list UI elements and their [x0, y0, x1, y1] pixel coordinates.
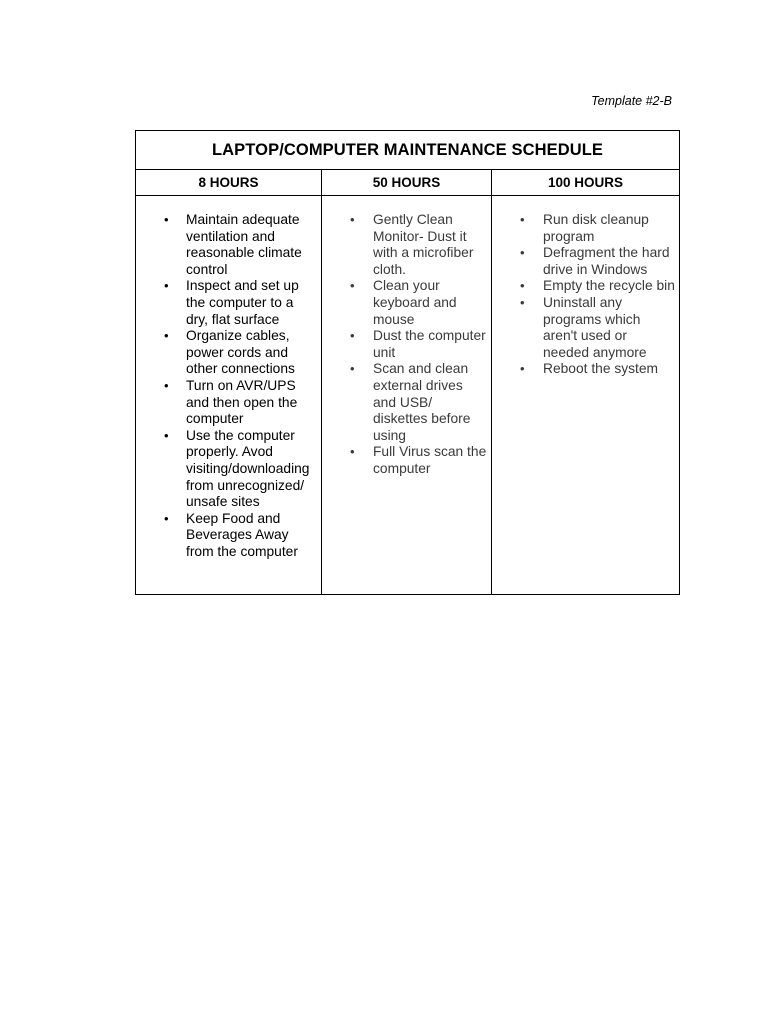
list-item: [492, 212, 675, 245]
list-item: [492, 361, 675, 378]
list-item-text: Uninstall any programs which aren't used or needed anymore: [543, 294, 647, 360]
list-item: [136, 511, 317, 561]
bullet-icon: •: [164, 328, 169, 344]
bullet-icon: •: [350, 444, 355, 460]
bullet-icon: •: [520, 294, 525, 310]
list-item-text: Scan and clean external drives and USB/ diskettes before using: [373, 361, 471, 443]
list-item-text: Run disk cleanup program: [543, 212, 649, 244]
list-item-text: Keep Food and Beverages Away from the computer: [186, 510, 298, 559]
tasks-50-hours-list: [322, 196, 491, 478]
list-item-text: Reboot the system: [543, 361, 659, 377]
list-item: [136, 428, 317, 511]
bullet-icon: •: [520, 361, 525, 377]
list-item: [322, 328, 487, 361]
list-item: [492, 295, 675, 361]
bullet-icon: •: [520, 212, 525, 227]
column-header-50-hours: 50 HOURS: [322, 170, 492, 196]
column-header-8-hours: 8 HOURS: [136, 170, 322, 196]
list-item-text: Turn on AVR/UPS and then open the computer: [186, 377, 298, 427]
list-item-text: Empty the recycle bin: [543, 278, 675, 294]
tasks-row: [136, 196, 680, 595]
list-item-text: Inspect and set up the computer to a dry, flat surface: [186, 278, 299, 327]
bullet-icon: •: [520, 245, 525, 261]
bullet-icon: •: [164, 278, 169, 294]
list-item-text: Gently Clean Monitor- Dust it with a microfiber cloth.: [373, 212, 474, 277]
bullet-icon: •: [350, 328, 355, 344]
list-item: [136, 378, 317, 428]
list-item-text: Defragment the hard drive in Windows: [543, 245, 670, 277]
list-item: [322, 444, 487, 477]
list-item: [136, 278, 317, 328]
list-item: [322, 278, 487, 328]
bullet-icon: •: [350, 278, 355, 294]
list-item-text: Maintain adequate ventilation and reasonable climate control: [186, 212, 302, 277]
tasks-100-hours-cell: [492, 196, 680, 595]
title-row: [136, 131, 680, 170]
bullet-icon: •: [164, 510, 169, 526]
bullet-icon: •: [164, 377, 169, 393]
list-item: [322, 361, 487, 444]
list-item-text: Clean your keyboard and mouse: [373, 278, 457, 327]
bullet-icon: •: [164, 212, 169, 227]
maintenance-schedule-table: [135, 130, 680, 595]
template-label: Template #2-B: [591, 94, 672, 108]
header-row: [136, 170, 680, 196]
bullet-icon: •: [520, 278, 525, 294]
list-item: [136, 328, 317, 378]
bullet-icon: •: [164, 427, 169, 443]
column-header-100-hours: 100 HOURS: [492, 170, 680, 196]
bullet-icon: •: [350, 212, 355, 227]
tasks-8-hours-list: [136, 196, 321, 560]
list-item: [492, 278, 675, 295]
tasks-100-hours-list: [492, 196, 679, 378]
list-item: [492, 245, 675, 278]
table-title: LAPTOP/COMPUTER MAINTENANCE SCHEDULE: [136, 131, 680, 170]
list-item-text: Use the computer properly. Avod visiting/downloading from unrecognized/ unsafe sites: [186, 427, 310, 510]
tasks-8-hours-cell: [136, 196, 322, 595]
list-item-text: Full Virus scan the computer: [373, 444, 487, 476]
list-item: [136, 212, 317, 278]
list-item-text: Organize cables, power cords and other connections: [186, 328, 295, 377]
tasks-50-hours-cell: [322, 196, 492, 595]
list-item-text: Dust the computer unit: [373, 328, 486, 360]
bullet-icon: •: [350, 361, 355, 377]
list-item: [322, 212, 487, 278]
